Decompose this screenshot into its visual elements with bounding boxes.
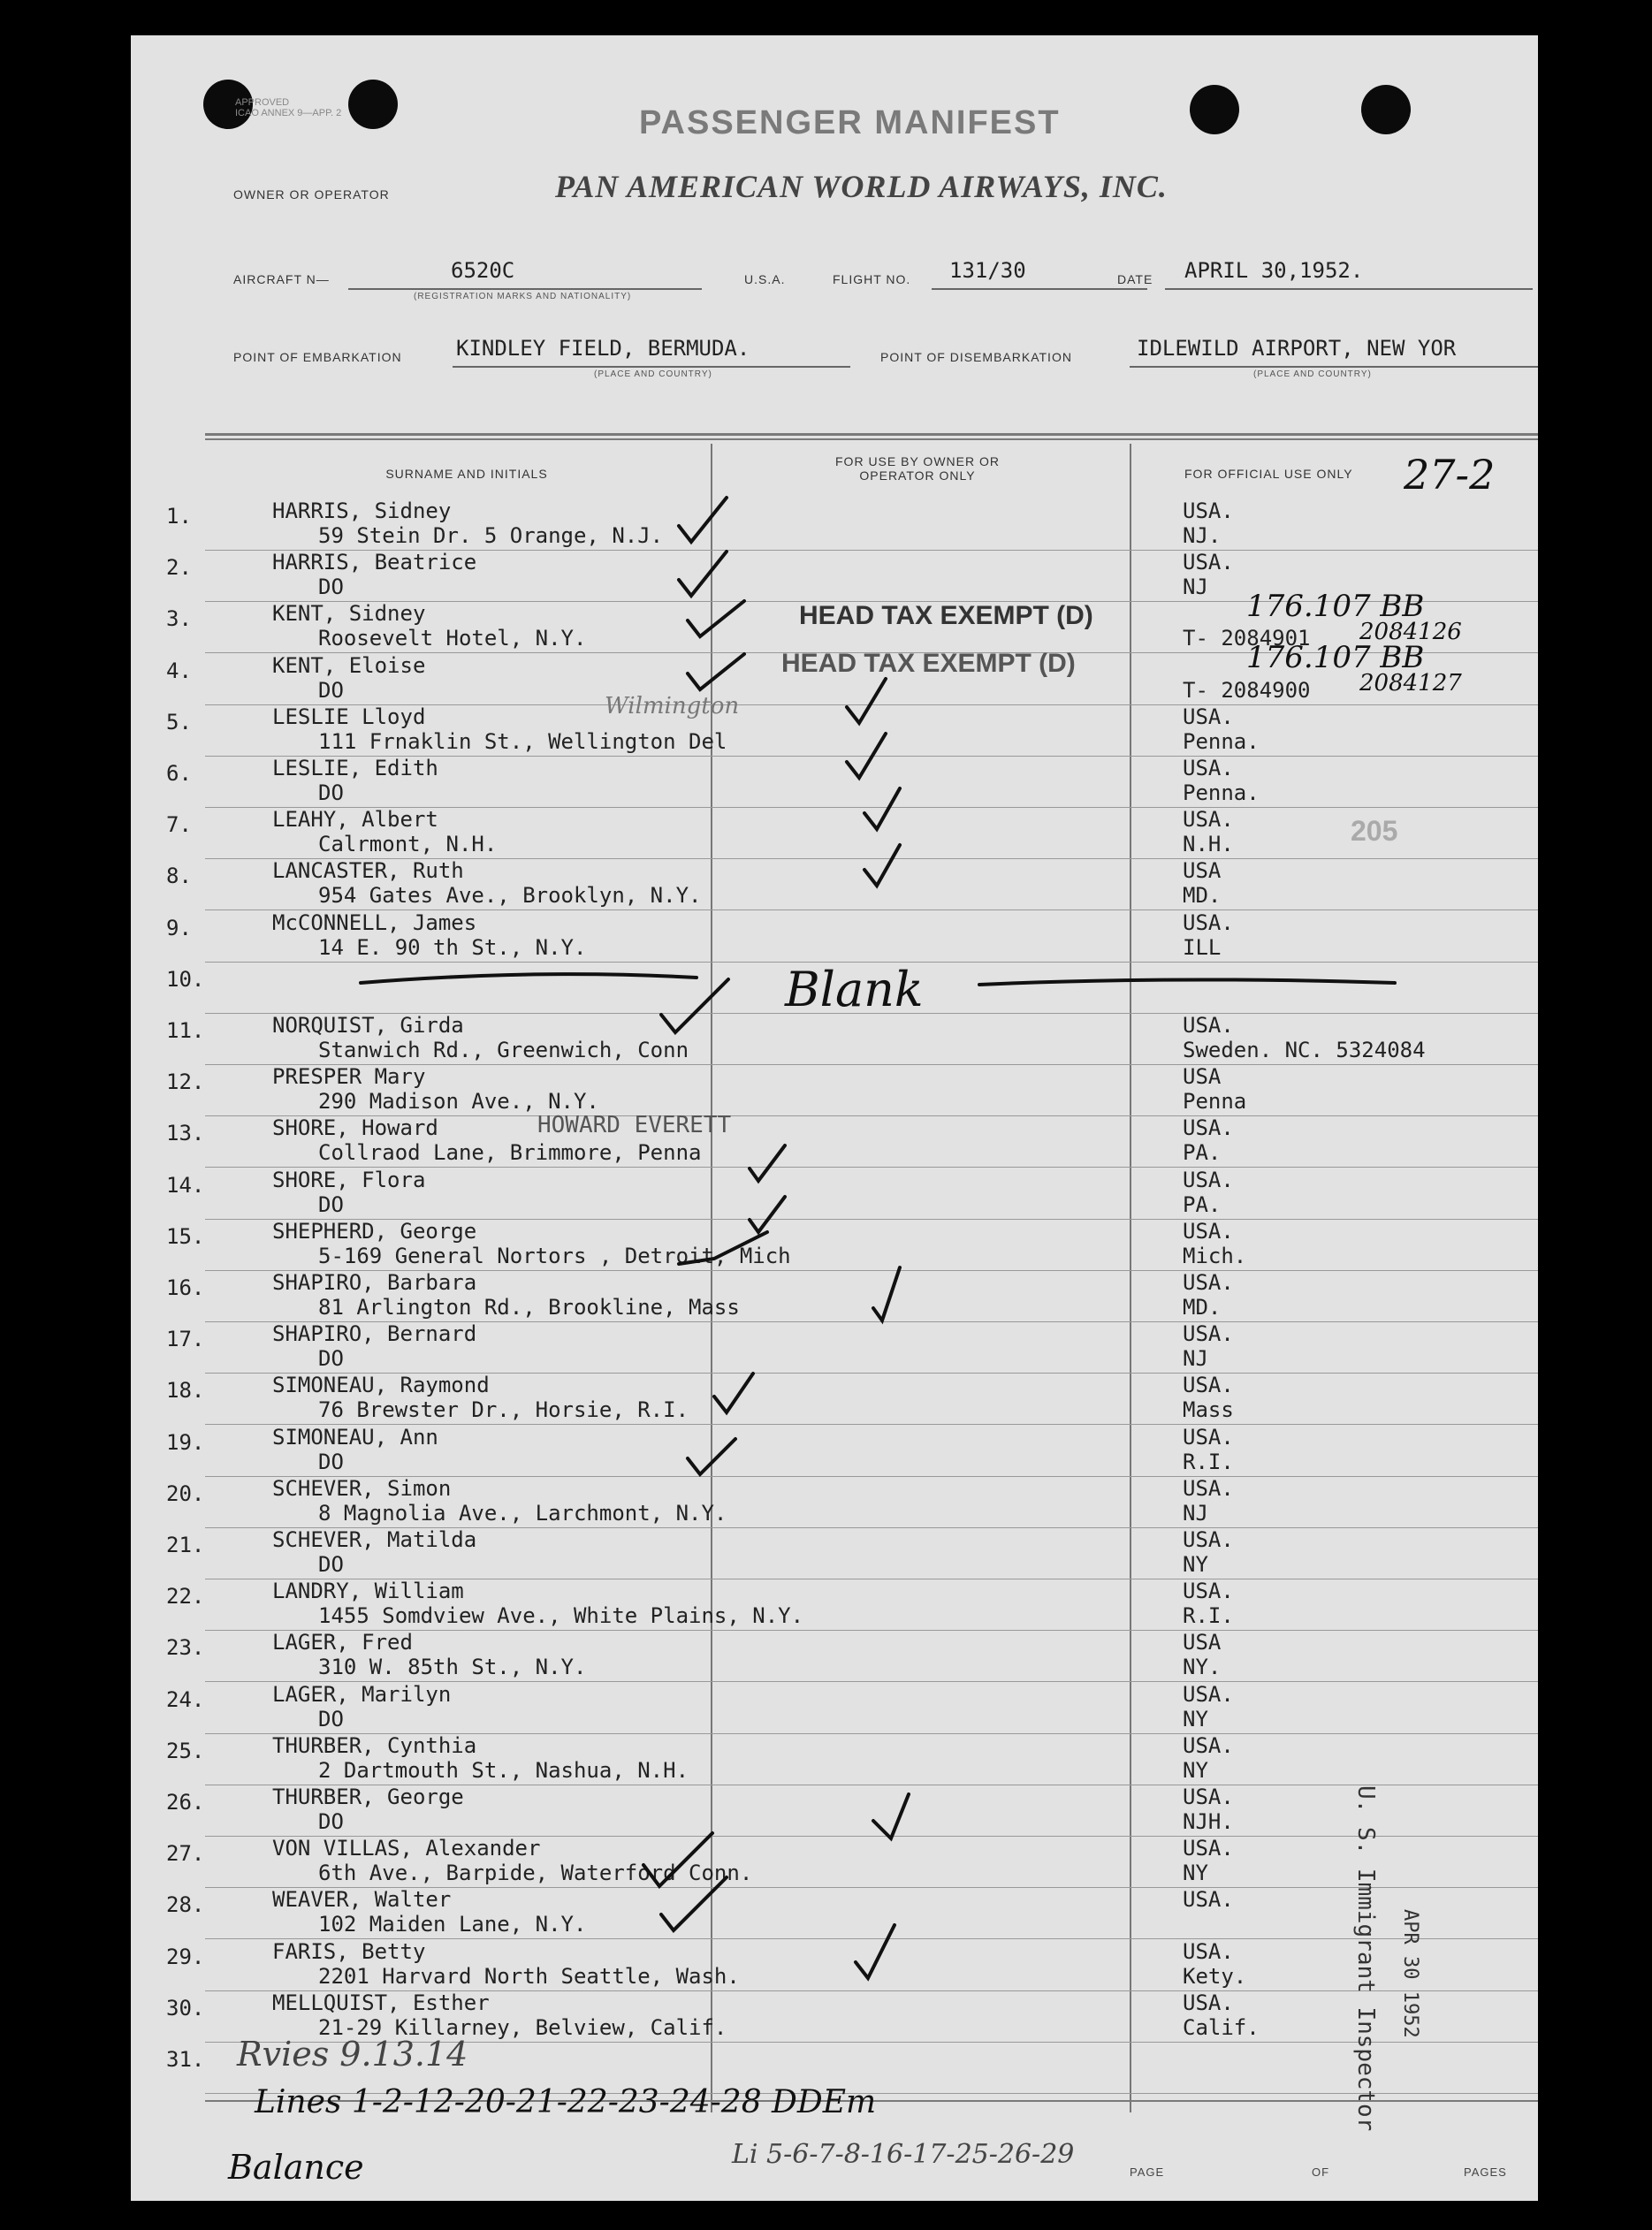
official-nationality: USA.: [1183, 1887, 1234, 1913]
manifest-sheet: [131, 35, 1538, 2201]
row-number: 23.: [166, 1635, 205, 1661]
checkmark: [688, 1439, 735, 1474]
checkmark: [679, 552, 727, 596]
handwritten-name: HOWARD EVERETT: [537, 1112, 732, 1138]
row-number: 27.: [166, 1841, 205, 1867]
row-number: 17.: [166, 1327, 205, 1352]
footer-handwriting: Lines 1-2-12-20-21-22-23-24-28 DDEm: [255, 2084, 877, 2120]
usa-label: U.S.A.: [744, 272, 786, 286]
row-number: 12.: [166, 1069, 205, 1095]
checkmark: [873, 1794, 909, 1838]
checkmark: [873, 1267, 900, 1320]
row-number: 13.: [166, 1121, 205, 1146]
approval-line: APPROVED: [235, 97, 290, 108]
flight-value: 131/30: [949, 258, 1026, 283]
passenger-name: SHAPIRO, Barbara: [272, 1270, 477, 1295]
row-number: 18.: [166, 1378, 205, 1404]
row-number: 24.: [166, 1686, 205, 1712]
passenger-name: McCONNELL, James: [272, 910, 477, 935]
row-number: 8.: [166, 864, 192, 889]
handwritten-number: 176.107 BB: [1246, 589, 1425, 624]
official-state: Penna.: [1183, 728, 1260, 754]
official-state: Penna.: [1183, 780, 1260, 805]
aircraft-label: AIRCRAFT N—: [233, 272, 330, 286]
checkmark: [750, 1197, 785, 1232]
official-state: Mich.: [1183, 1243, 1247, 1268]
passenger-name: SHORE, Howard: [272, 1115, 438, 1141]
row-number: 21.: [166, 1533, 205, 1557]
passenger-address: DO: [318, 1449, 344, 1474]
handwritten-name: Wilmington: [605, 693, 740, 719]
disembark-label: POINT OF DISEMBARKATION: [880, 350, 1072, 364]
passenger-name: SCHEVER, Matilda: [272, 1527, 477, 1552]
checkmark: [847, 734, 886, 778]
official-nationality: USA.: [1183, 756, 1234, 780]
passenger-address: DO: [318, 1552, 344, 1577]
checkmark: [714, 1374, 753, 1412]
approval-line: ICAO ANNEX 9—APP. 2: [235, 108, 342, 118]
official-state: ILL: [1183, 934, 1222, 960]
official-nationality: USA.: [1183, 1475, 1234, 1501]
embark-label: POINT OF EMBARKATION: [233, 350, 402, 364]
passenger-address: 21-29 Killarney, Belview, Calif.: [318, 2014, 727, 2040]
official-state: NY: [1183, 1706, 1208, 1731]
row-number: 19.: [166, 1429, 205, 1455]
row-number: 3.: [166, 606, 192, 632]
passenger-name: HARRIS, Sidney: [272, 499, 452, 523]
passenger-name: SHORE, Flora: [272, 1167, 426, 1192]
row-number: 7.: [166, 812, 192, 838]
official-nationality: USA.: [1183, 1836, 1234, 1861]
row-number: 29.: [166, 1944, 205, 1969]
head-tax-stamp: HEAD TAX EXEMPT (D): [781, 649, 1076, 678]
passenger-address: 59 Stein Dr. 5 Orange, N.J.: [318, 523, 664, 548]
official-nationality: USA.: [1183, 1321, 1234, 1347]
passenger-address: DO: [318, 575, 344, 600]
blank-line: [361, 974, 697, 983]
col-surname-header: SURNAME AND INITIALS: [385, 467, 548, 481]
passenger-address: 310 W. 85th St., N.Y.: [318, 1655, 587, 1680]
official-nationality: USA: [1183, 1630, 1222, 1655]
disembark-sub: (PLACE AND COUNTRY): [1253, 369, 1372, 379]
row-number: 26.: [166, 1790, 205, 1815]
official-state: Calif.: [1183, 2014, 1260, 2040]
official-state: NY.: [1183, 1655, 1222, 1680]
row-number: 25.: [166, 1738, 205, 1763]
disembark-value: IDLEWILD AIRPORT, NEW YOR: [1137, 336, 1457, 361]
passenger-name: LAGER, Fred: [272, 1630, 413, 1655]
checkmark: [679, 1232, 767, 1264]
footer-handwriting: Li 5-6-7-8-16-17-25-26-29: [732, 2139, 1075, 2170]
col-owner-header: FOR USE BY OWNER OR OPERATOR ONLY: [835, 454, 1000, 483]
passenger-address: Collraod Lane, Brimmore, Penna: [318, 1140, 702, 1166]
row-number: 15.: [166, 1223, 205, 1249]
stamp-date: APR 30 1952: [1399, 1909, 1421, 2038]
passenger-name: VON VILLAS, Alexander: [272, 1836, 541, 1861]
passenger-name: SIMONEAU, Raymond: [272, 1373, 490, 1398]
checkmark: [661, 1877, 727, 1930]
official-state: Sweden. NC. 5324084: [1183, 1038, 1426, 1062]
pen-marks: [131, 35, 1538, 2201]
passenger-address: DO: [318, 1191, 344, 1217]
passenger-address: 5-169 General Nortors , Detroit, Mich: [318, 1243, 791, 1268]
official-nationality: USA.: [1183, 550, 1234, 575]
passenger-name: FARIS, Betty: [272, 1938, 426, 1964]
passenger-address: DO: [318, 1706, 344, 1731]
passenger-name: MELLQUIST, Esther: [272, 1990, 490, 2015]
passenger-name: NORQUIST, Girda: [272, 1013, 464, 1038]
official-state: T- 2084900: [1183, 677, 1311, 703]
date-value: APRIL 30,1952.: [1184, 258, 1364, 283]
head-tax-stamp: HEAD TAX EXEMPT (D): [799, 601, 1093, 630]
official-state: MD.: [1183, 883, 1222, 909]
official-state: Kety.: [1183, 1963, 1247, 1989]
official-nationality: USA.: [1183, 1938, 1234, 1964]
passenger-name: KENT, Eloise: [272, 652, 426, 678]
official-nationality: USA.: [1183, 499, 1234, 523]
checkmark: [661, 979, 728, 1032]
passenger-address: 290 Madison Ave., N.Y.: [318, 1089, 599, 1115]
official-state: R.I.: [1183, 1603, 1234, 1629]
checkmark: [688, 601, 744, 636]
official-nationality: USA.: [1183, 1579, 1234, 1604]
passenger-address: 6th Ave., Barpide, Waterford Conn.: [318, 1861, 753, 1886]
passenger-name: SHEPHERD, George: [272, 1218, 477, 1244]
checkmark: [847, 679, 886, 723]
airline-name: PAN AMERICAN WORLD AIRWAYS, INC.: [555, 169, 1168, 204]
official-nationality: USA.: [1183, 1424, 1234, 1450]
official-state: NJH.: [1183, 1809, 1234, 1834]
passenger-address: 1455 Somdview Ave., White Plains, N.Y.: [318, 1603, 804, 1629]
handwritten-number: 2084127: [1359, 670, 1462, 696]
form-title: PASSENGER MANIFEST: [639, 104, 1061, 141]
owner-label: OWNER OR OPERATOR: [233, 187, 390, 202]
official-nationality: USA.: [1183, 704, 1234, 729]
official-nationality: USA.: [1183, 1115, 1234, 1141]
footer-handwriting: Rvies 9.13.14: [237, 2035, 468, 2074]
pages-label: PAGES: [1464, 2165, 1507, 2179]
corner-mark: 27-2: [1404, 451, 1496, 499]
official-nationality: USA.: [1183, 1270, 1234, 1295]
official-nationality: USA.: [1183, 1218, 1234, 1244]
passenger-name: LANDRY, William: [272, 1579, 464, 1604]
handwritten-number: 176.107 BB: [1246, 640, 1425, 675]
official-state: Penna: [1183, 1089, 1247, 1115]
row-number: 2.: [166, 555, 192, 581]
checkmark: [750, 1145, 785, 1181]
official-nationality: USA.: [1183, 1527, 1234, 1552]
date-label: DATE: [1117, 272, 1153, 286]
row-number: 9.: [166, 915, 192, 940]
official-nationality: USA.: [1183, 1785, 1234, 1809]
passenger-address: Stanwich Rd., Greenwich, Conn: [318, 1038, 689, 1062]
row-number: 11.: [166, 1018, 205, 1043]
blank-line: [979, 979, 1395, 985]
official-nationality: USA.: [1183, 1732, 1234, 1758]
passenger-name: SIMONEAU, Ann: [272, 1424, 438, 1450]
official-nationality: USA.: [1183, 1990, 1234, 2015]
row-number: 4.: [166, 658, 192, 683]
row-number: 14.: [166, 1172, 205, 1198]
official-state: NY: [1183, 1861, 1208, 1886]
passenger-name: LESLIE Lloyd: [272, 704, 426, 729]
handwritten-number: 2084126: [1359, 619, 1462, 645]
official-nationality: USA.: [1183, 1013, 1234, 1038]
registration-sub: (REGISTRATION MARKS AND NATIONALITY): [414, 292, 632, 301]
official-nationality: USA: [1183, 1064, 1222, 1090]
row-number: 16.: [166, 1275, 205, 1300]
official-state: R.I.: [1183, 1449, 1234, 1474]
aircraft-value: 6520C: [451, 258, 515, 283]
row-number: 10.: [166, 966, 205, 992]
official-state: PA.: [1183, 1140, 1222, 1166]
passenger-address: Calrmont, N.H.: [318, 832, 498, 857]
checkmark: [688, 654, 744, 689]
passenger-address: Roosevelt Hotel, N.Y.: [318, 626, 587, 651]
passenger-address: 8 Magnolia Ave., Larchmont, N.Y.: [318, 1500, 727, 1526]
passenger-name: THURBER, Cynthia: [272, 1732, 477, 1758]
official-nationality: USA: [1183, 858, 1222, 884]
passenger-name: SCHEVER, Simon: [272, 1475, 452, 1501]
official-nationality: USA.: [1183, 910, 1234, 935]
row-number: 5.: [166, 709, 192, 734]
row-number: 28.: [166, 1892, 205, 1918]
passenger-address: 76 Brewster Dr., Horsie, R.I.: [318, 1397, 689, 1423]
official-nationality: USA.: [1183, 807, 1234, 833]
row-number: 20.: [166, 1480, 205, 1506]
official-nationality: USA.: [1183, 1681, 1234, 1707]
row-number: 1.: [166, 504, 192, 529]
official-state: MD.: [1183, 1295, 1222, 1320]
blank-annotation: Blank: [785, 962, 924, 1017]
passenger-address: DO: [318, 1346, 344, 1372]
passenger-name: KENT, Sidney: [272, 601, 426, 627]
footer-handwriting: Balance: [228, 2148, 364, 2187]
checkmark: [864, 845, 900, 886]
checkmark: [679, 498, 727, 542]
passenger-address: 2201 Harvard North Seattle, Wash.: [318, 1963, 740, 1989]
flight-label: FLIGHT NO.: [833, 272, 911, 286]
official-state: Mass: [1183, 1397, 1234, 1423]
checkmark: [856, 1925, 895, 1978]
official-state: NJ: [1183, 1346, 1208, 1372]
passenger-name: LAGER, Marilyn: [272, 1681, 452, 1707]
official-state: PA.: [1183, 1191, 1222, 1217]
of-label: OF: [1312, 2165, 1330, 2179]
checkmark: [643, 1833, 712, 1886]
passenger-name: LESLIE, Edith: [272, 756, 438, 780]
passenger-address: 14 E. 90 th St., N.Y.: [318, 934, 587, 960]
passenger-name: WEAVER, Walter: [272, 1887, 452, 1913]
official-state: T- 2084901: [1183, 626, 1311, 651]
passenger-name: HARRIS, Beatrice: [272, 550, 477, 575]
row-number: 6.: [166, 761, 192, 786]
col-official-header: FOR OFFICIAL USE ONLY: [1184, 467, 1353, 481]
official-nationality: USA.: [1183, 1373, 1234, 1398]
checkmark: [864, 788, 900, 829]
passenger-address: 111 Frnaklin St., Wellington Del: [318, 728, 727, 754]
official-nationality: USA.: [1183, 1167, 1234, 1192]
page-label: PAGE: [1130, 2165, 1165, 2179]
passenger-address: DO: [318, 1809, 344, 1834]
row-number: 30.: [166, 1995, 205, 2021]
embark-sub: (PLACE AND COUNTRY): [594, 369, 712, 379]
official-state: NJ: [1183, 575, 1208, 600]
official-state: N.H.: [1183, 832, 1234, 857]
passenger-address: 81 Arlington Rd., Brookline, Mass: [318, 1295, 740, 1320]
passenger-name: LANCASTER, Ruth: [272, 858, 464, 884]
passenger-name: THURBER, George: [272, 1785, 464, 1809]
passenger-address: DO: [318, 780, 344, 805]
row-number: 31.: [166, 2047, 205, 2072]
official-state: NY: [1183, 1757, 1208, 1783]
passenger-name: SHAPIRO, Bernard: [272, 1321, 477, 1347]
passenger-address: 954 Gates Ave., Brooklyn, N.Y.: [318, 883, 702, 909]
passenger-name: PRESPER Mary: [272, 1064, 426, 1090]
embark-value: KINDLEY FIELD, BERMUDA.: [456, 336, 750, 361]
row-number: 22.: [166, 1584, 205, 1610]
passenger-name: LEAHY, Albert: [272, 807, 438, 833]
official-state: NY: [1183, 1552, 1208, 1577]
official-state: NJ.: [1183, 523, 1222, 548]
passenger-address: 2 Dartmouth St., Nashua, N.H.: [318, 1757, 689, 1783]
passenger-address: DO: [318, 677, 344, 703]
immigrant-inspector-stamp: U. S. Immigrant Inspector: [1352, 1785, 1379, 2132]
faded-stamp: 205: [1351, 815, 1398, 847]
official-state: NJ: [1183, 1500, 1208, 1526]
passenger-address: 102 Maiden Lane, N.Y.: [318, 1912, 587, 1937]
